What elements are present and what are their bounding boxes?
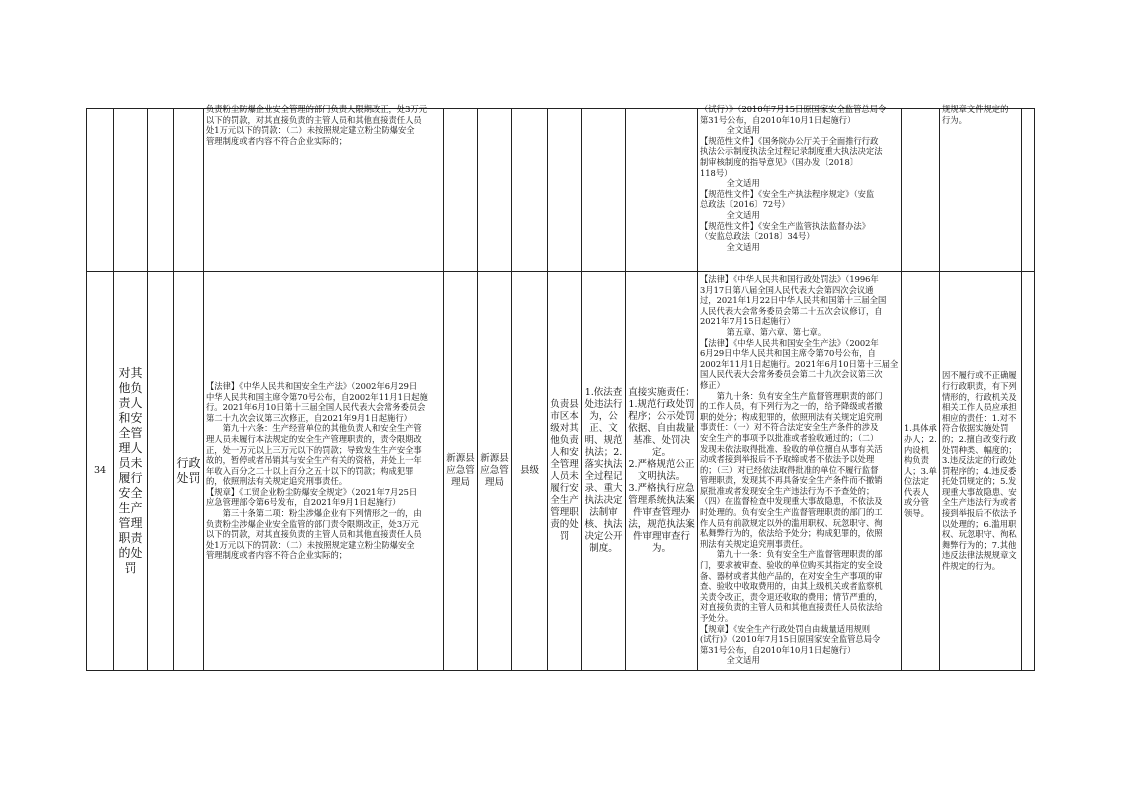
text-line: 的工作人员，有下列行为之一的，给予降级或者撤 <box>700 401 883 412</box>
text-line: （四）在监督检查中发现重大事故隐患，不依法及 <box>700 496 883 507</box>
cell-sub-empty <box>148 109 174 272</box>
text-line: 管理制度或者内容不符合企业实际的； <box>206 550 348 561</box>
text-line: 2.严格规范公正文明执法。 <box>628 459 695 482</box>
text-line: 行。2021年6月10日第十三届全国人民代表大会常务委员会 <box>206 402 426 413</box>
text-line: 作人员有前款规定以外的滥用职权、玩忽职守、徇 <box>700 517 883 528</box>
cell-category-empty <box>174 109 204 272</box>
responsibility-table-page <box>86 104 1034 668</box>
text-line: 1.规范行政处罚程序；公示处罚依据、自由裁量基准、处罚决定。 <box>628 399 695 458</box>
text-line: 门，要求被审查、验收的单位购买其指定的安全设 <box>700 560 883 571</box>
text-line: 2021年7月15日起施行） <box>700 316 796 327</box>
text-line: 【规范性文件】《安全生产执法程序规定》（安监 <box>700 188 875 199</box>
text-line: 【规范性文件】《国务院办公厅关于全面推行行政 <box>700 135 879 146</box>
cell-extra-empty <box>1022 272 1035 671</box>
item-basis <box>204 272 444 671</box>
text-line: (试行)》（2010年7月15日原国家安全监管总局令 <box>700 634 881 645</box>
text-line: 2002年11月1日起施行。2021年6月10日第十三届全 <box>700 358 899 369</box>
text-line: 第五章、第六章、第七章。 <box>726 326 827 337</box>
text-line: 人民代表大会常务委员会第二十五次会议修订，自 <box>700 305 883 316</box>
cell-name-empty <box>114 109 148 272</box>
text-line: 全文适用 <box>726 241 760 252</box>
text-line: 第31号公布，自2010年10月1日起施行） <box>700 114 856 125</box>
text-line: 全文适用 <box>726 655 760 666</box>
text-line: 【法律】《中华人民共和国安全生产法》（2002年 <box>700 337 879 348</box>
text-line: 的，依照刑法有关规定追究刑事责任。 <box>206 476 348 487</box>
item-number: 34 <box>87 272 114 671</box>
cell-number-empty <box>87 109 114 272</box>
cell-subject-empty <box>902 109 940 272</box>
text-line: 全文适用 <box>726 178 760 189</box>
text-line: 行为。 <box>942 114 967 125</box>
cell-liability-continued <box>940 104 1022 272</box>
text-line: 【法律】《中华人民共和国行政处罚法》（1996年 <box>700 274 879 284</box>
text-line: 应急管理部令第6号发布，自2021年9月1日起施行） <box>206 497 401 508</box>
text-line: 年收入百分之二十以上百分之五十以下的罚款；构成犯罪 <box>206 465 414 476</box>
text-line: 3.严格执行应急管理系统执法案件审查管理办法，规范执法案件审理审查行为。 <box>628 483 695 554</box>
text-line: 理人员未履行本法规定的安全生产管理职责的，责令限期改 <box>206 433 422 444</box>
text-line: 处1万元以下的罚款：（二）未按照规定建立粉尘防爆安全 <box>206 125 415 136</box>
text-line: 国人民代表大会常务委员会第二十九次会议第三次 <box>700 369 883 380</box>
text-line: 故的，暂停或者吊销其与安全生产有关的资格，并处上一年 <box>206 455 422 466</box>
text-line: 执法公示制度执法全过程记录制度重大执法决定法 <box>700 146 883 157</box>
liability: 因不履行或不正确履行行政职责，有下列情形的，行政机关及相关工作人员应承担相应的责任：1.对不符合依据实施处罚的；2.擅自改变行政处罚种类、幅度的；3.违反法定的行政处罚程序的；4.违反委托处罚规定的；5.发现重大事故隐患、安全生产违法行为或者接到举报后不依法予以处理的；6.滥用职权、玩忽职守、徇私舞弊行为的；7.其他违反法律法规规章文件规定的行为。 <box>940 272 1022 671</box>
text-line: 时处理的。负有安全生产监督管理职责的部门的工 <box>700 507 883 518</box>
text-line: 第九十一条：负有安全生产监督管理职责的部 <box>716 549 883 560</box>
cell-extra-empty <box>1022 109 1035 272</box>
cell-responsible-empty <box>478 109 512 272</box>
responsible-subject: 1.具体承办人；2.内设机构负责人；3.单位法定代表人或分管领导。 <box>902 272 940 671</box>
text-line: 管理职责，发现其不再具备安全生产条件而不撤销 <box>700 475 883 486</box>
cell-sub-empty <box>148 272 174 671</box>
cell-implementing-empty <box>444 109 478 272</box>
text-line: 第九十条：负有安全生产监督管理职责的部门 <box>716 390 883 401</box>
text-line: 6月29日中华人民共和国主席令第70号公布，自 <box>700 348 876 359</box>
level: 县级 <box>512 272 548 671</box>
text-line: 正，处一万元以上三万元以下的罚款；导致发生生产安全事 <box>206 444 422 455</box>
text-line: 【规章】《工贸企业粉尘防爆安全规定》（2021年7月25日 <box>206 486 418 497</box>
text-line: 全文适用 <box>726 125 760 136</box>
text-line: 对直接负责的主管人员和其他直接责任人员依法给 <box>700 602 883 613</box>
implementing-body: 新源县应急管理局 <box>444 272 478 671</box>
cell-level-empty <box>512 109 548 272</box>
table-row-34 <box>87 272 1035 671</box>
process: 1.依法查处违法行为，公正、文明、规范执法；2.落实执法全过程记录、重大执法决定法制审核、执法决定公开制度。 <box>582 272 626 671</box>
duties <box>626 272 698 671</box>
text-line: 【法律】《中华人民共和国安全生产法》（2002年6月29日 <box>206 380 418 391</box>
item-refs <box>698 272 902 671</box>
text-line: 关责令改正，责令退还收取的费用；情节严重的， <box>700 591 883 602</box>
text-line: 备、器材或者其他产品的，在对安全生产事项的审 <box>700 570 883 581</box>
text-line: 第31号公布，自2010年10月1日起施行） <box>700 644 856 655</box>
text-line: 处1万元以下的罚款：（二）未按照规定建立粉尘防爆安全 <box>206 539 415 550</box>
responsibility-table <box>86 104 1035 671</box>
cell-basis-continued <box>204 104 444 272</box>
text-line: 予处分。 <box>700 613 734 623</box>
text-line: 安全生产的事项予以批准或者验收通过的；（二） <box>700 432 879 443</box>
text-line: 直接实施责任： <box>628 387 695 398</box>
text-line: 中华人民共和国主席令第70号公布，自2002年11月1日起施 <box>206 391 428 402</box>
text-line: 私舞弊行为的，依法给予处分；构成犯罪的，依照 <box>700 528 883 539</box>
text-line: （安监总政法〔2018〕34号） <box>700 231 815 242</box>
text-line: 以下的罚款，对其直接负责的主管人员和其他直接责任人员 <box>206 114 422 125</box>
text-line: 118号） <box>700 167 733 178</box>
text-line: 刑法有关规定追究刑事责任。 <box>700 538 808 549</box>
cell-process-empty <box>582 109 626 272</box>
table-row-continued <box>87 109 1035 272</box>
text-line: 【规章】《安全生产行政处罚自由裁量适用规则 <box>700 623 871 634</box>
text-line: 原批准或者发现安全生产违法行为不予查处的； <box>700 485 875 496</box>
text-line: 第三十条第二项：粉尘涉爆企业有下列情形之一的，由 <box>222 508 422 519</box>
text-line: 【规范性文件】《安全生产监管执法监督办法》 <box>700 220 871 231</box>
text-line: 管理制度或者内容不符合企业实际的； <box>206 135 348 146</box>
cell-scope-empty <box>548 109 582 272</box>
text-line: 制审核制度的指导意见》（国办发〔2018〕 <box>700 156 859 167</box>
text-line: 查、验收中收取费用的，由其上级机关或者监察机 <box>700 581 883 592</box>
text-line: 事责任：（一）对不符合法定安全生产条件的涉及 <box>700 422 879 433</box>
text-line: 修正） <box>700 379 725 390</box>
text-line: 第九十六条：生产经营单位的其他负责人和安全生产管 <box>222 423 422 434</box>
text-line: 职的处分；构成犯罪的，依照刑法有关规定追究刑 <box>700 411 883 422</box>
item-name: 对其他负责人和安全管理人员未履行安全生产管理职责的处罚 <box>114 272 148 671</box>
text-line: 负责粉尘涉爆企业安全监管的部门责令限期改正，处3万元 <box>206 518 419 529</box>
text-line: 3月17日第八届全国人民代表大会第四次会议通 <box>700 284 874 295</box>
text-line: 全文适用 <box>726 209 760 220</box>
responsible-body: 新源县应急管理局 <box>478 272 512 671</box>
text-line: 规规章文件规定的 <box>942 104 1009 114</box>
text-line: 发现未依法取得批准、验收的单位擅自从事有关活 <box>700 443 883 454</box>
item-category: 行政处罚 <box>174 272 204 671</box>
text-line: 总政法〔2016〕72号） <box>700 199 790 210</box>
text-line: 第二十九次会议第三次修正，自2021年9月1日起施行） <box>206 412 412 423</box>
cell-refs-continued <box>698 104 902 272</box>
cell-duties-empty <box>626 109 698 272</box>
text-line: 负责粉尘防爆企业安全管理的部门负责人限期改正，处3万元 <box>206 104 427 114</box>
text-line: 过，2021年1月22日中华人民共和国第十三届全国 <box>700 295 887 306</box>
text-line: 以下的罚款，对其直接负责的主管人员和其他直接责任人员 <box>206 529 422 540</box>
scope: 负责县市区本级对其他负责人和安全管理人员未履行安全生产管理职责的处罚 <box>548 272 582 671</box>
text-line: 的；（三）对已经依法取得批准的单位不履行监督 <box>700 464 879 475</box>
text-line: （试行）》（2010年7月15日原国家安全监管总局令 <box>700 104 887 114</box>
text-line: 动或者接到举报后不予取缔或者不依法予以处理 <box>700 454 875 465</box>
